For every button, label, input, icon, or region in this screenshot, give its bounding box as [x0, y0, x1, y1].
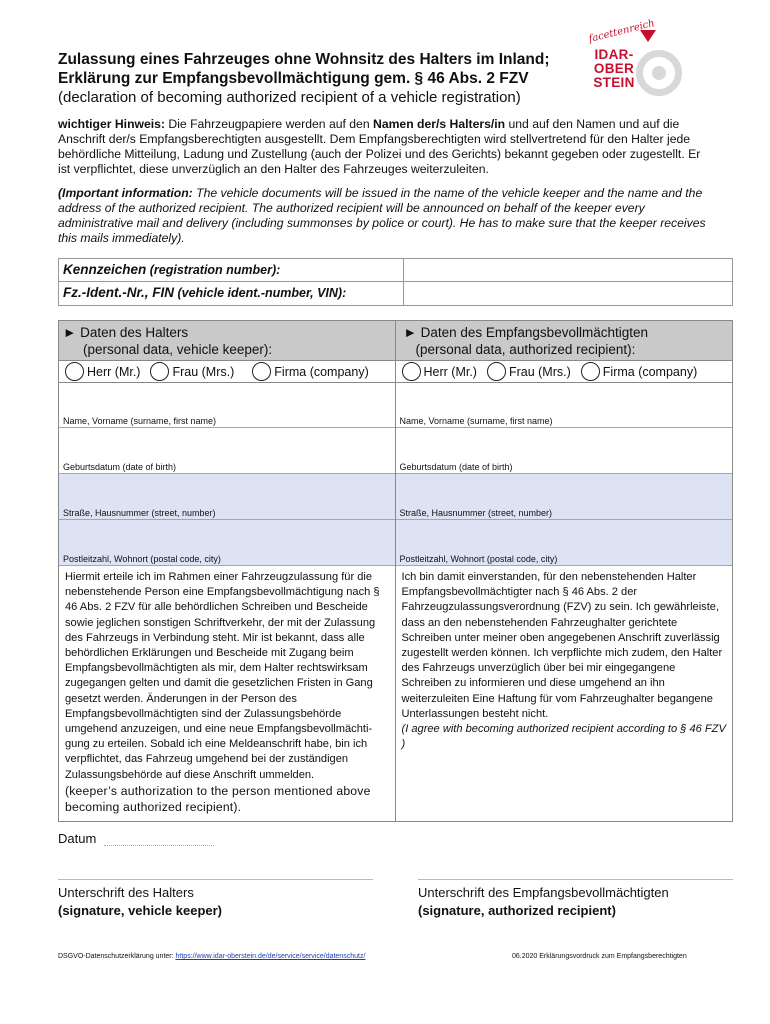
logo-city-name: IDAR- OBER STEIN [593, 47, 635, 90]
recipient-signature[interactable] [418, 879, 733, 920]
date-label: Datum [58, 831, 97, 846]
radio-icon[interactable] [402, 362, 421, 381]
city-logo [582, 17, 692, 108]
recipient-option-mrs[interactable]: Frau (Mrs.) [487, 362, 571, 381]
keeper-signature-label-en: (signature, vehicle keeper) [58, 903, 223, 918]
vin-row [59, 282, 732, 305]
personal-data-grid [58, 320, 733, 822]
registration-number-label: Kennzeichen (registration number): [59, 259, 404, 281]
keeper-name-field[interactable]: Name, Vorname (surname, first name) [59, 383, 395, 428]
recipient-street-field[interactable]: Straße, Hausnummer (street, number) [396, 474, 733, 520]
radio-icon[interactable] [150, 362, 169, 381]
radio-icon[interactable] [581, 362, 600, 381]
keeper-salutation [59, 361, 395, 383]
important-note-en: (Important information: The vehicle documents will be issued in the name of the vehicle keeper and the name and the address of the authorized recipient. The authorized recipient will be announced on behalf of the keeper every administrative mail and delivery (including summonses by police or court). He has to make sure that the keeper receives this mails immediately). [58, 186, 706, 245]
keeper-street-field[interactable]: Straße, Hausnummer (street, number) [59, 474, 395, 520]
privacy-footer: DSGVO-Datenschutzerklärung unter: https://www.idar-oberstein.de/de/service/service/datenschutz/ [58, 953, 366, 960]
recipient-heading: ► Daten des Empfangsbevollmächtigten (personal data, authorized recipient): [396, 321, 733, 361]
keeper-birthdate-field[interactable]: Geburtsdatum (date of birth) [59, 428, 395, 474]
vin-label: Fz.-Ident.-Nr., FIN (vehicle ident.-number, VIN): [59, 282, 404, 305]
recipient-signature-label: Unterschrift des Empfangsbevollmächtigten [418, 885, 669, 900]
recipient-signature-label-en: (signature, authorized recipient) [418, 903, 616, 918]
recipient-option-company[interactable]: Firma (company) [581, 362, 697, 381]
logo-ring-icon [636, 50, 682, 96]
version-footer: 06.2020 Erklärungsvordruck zum Empfangsberechtigten [512, 953, 687, 960]
vehicle-registration-table [58, 258, 733, 306]
keeper-column [59, 321, 396, 821]
recipient-birthdate-field[interactable]: Geburtsdatum (date of birth) [396, 428, 733, 474]
radio-icon[interactable] [252, 362, 271, 381]
keeper-signature-label: Unterschrift des Halters [58, 885, 194, 900]
keeper-option-mrs[interactable]: Frau (Mrs.) [150, 362, 234, 381]
vin-input[interactable] [404, 282, 732, 305]
radio-icon[interactable] [487, 362, 506, 381]
recipient-option-mr[interactable]: Herr (Mr.) [402, 362, 477, 381]
keeper-signature[interactable] [58, 879, 373, 920]
title-line-3: (declaration of becoming authorized recipient of a vehicle registration) [58, 89, 521, 106]
keeper-heading: ► Daten des Halters (personal data, vehicle keeper): [59, 321, 395, 361]
title-line-2: Erklärung zur Empfangsbevollmächtigung gem. § 46 Abs. 2 FZV [58, 70, 529, 87]
recipient-declaration: Ich bin damit einverstanden, für den nebenstehenden Halter Empfangsbevollmächtigter nach § 46 Abs. 2 der Fahrzeugzulassungsverordnung (FZV) zu sein. Ich gewährleiste, dass an den nebenstehenden Fahrzeughalter gerichtete Schreiben unter meiner oben angegebenen Anschrift zuverlässig zugestellt werden können. Ich verpflichte mich zudem, den Halter des Fahrzeugs unverzüglich über bei mir eingegangene Schreiben zu informieren und diese umgehend an ihn weiterzuleiten Eine Haftung für vom Fahrzeughalter begangene Unterlassungen besteht nicht. (I agree with becoming authorized recipient according to § 46 FZV ) [401, 571, 726, 751]
date-field [58, 831, 214, 846]
recipient-city-field[interactable]: Postleitzahl, Wohnort (postal code, city) [396, 520, 733, 566]
date-input[interactable] [104, 834, 214, 846]
keeper-option-mr[interactable]: Herr (Mr.) [65, 362, 140, 381]
page-title [58, 50, 578, 107]
recipient-salutation [396, 361, 733, 383]
keeper-option-company[interactable]: Firma (company) [244, 362, 368, 381]
logo-script: facettenreich [587, 17, 656, 46]
title-line-1: Zulassung eines Fahrzeuges ohne Wohnsitz des Halters im Inland; [58, 51, 550, 68]
recipient-column [396, 321, 733, 821]
radio-icon[interactable] [65, 362, 84, 381]
important-note: wichtiger Hinweis: Die Fahrzeugpapiere werden auf den Namen der/s Halters/in und auf den Namen und auf die Anschrift der/s Empfangsberechtigten ausgestellt. Dem Empfangsberechtigten wird stellvertretend für den Halter jede behördliche Mitteilung, Ladung und Zustellung (auch der Polizei und des Gerichts) bekannt gegeben oder zugestellt. Er ist verpflichtet, diese unverzüglich an den Halter des Fahrzeuges weiterzuleiten. [58, 117, 701, 176]
keeper-declaration: Hiermit erteile ich im Rahmen einer Fahrzeugzulassung für die nebenstehende Person eine Empfangsbevollmächtigung nach § 46 Abs. 2 FZV für alle behördlichen Schreiben und Bescheide sowie jeglichen sonstigen Schriftverkehr, der mit der Zulassung des Fahrzeugs in Verbindung steht. Mir ist bekannt, dass alle behördlichen Erklärungen und Bescheide mit Zugang beim Empfangsbevollmächtigten als mir, dem Halter rechtswirksam zugegangen gelten und damit die gesetzlichen Fristen in Gang gesetzt werden. Änderungen in der Person des Empfangsbevollmächtigten sind der Zulassungsbehörde umgehend anzuzeigen, und eine neue Empfangsbevollmächti-gung zu erteilen. Sobald ich eine Meldeanschrift habe, bin ich verpflichtet, das Fahrzeug umgehend bei der zuständigen Zulassungsbehörde auf diese Anschrift ummelden. (keeper’s authorization to the person mentioned above becoming authorized recipient). [65, 571, 380, 814]
registration-number-row [59, 259, 732, 282]
keeper-city-field[interactable]: Postleitzahl, Wohnort (postal code, city) [59, 520, 395, 566]
privacy-link[interactable]: https://www.idar-oberstein.de/de/service/service/datenschutz/ [175, 953, 366, 960]
registration-number-input[interactable] [404, 259, 732, 281]
recipient-name-field[interactable]: Name, Vorname (surname, first name) [396, 383, 733, 428]
gem-icon [640, 30, 656, 42]
